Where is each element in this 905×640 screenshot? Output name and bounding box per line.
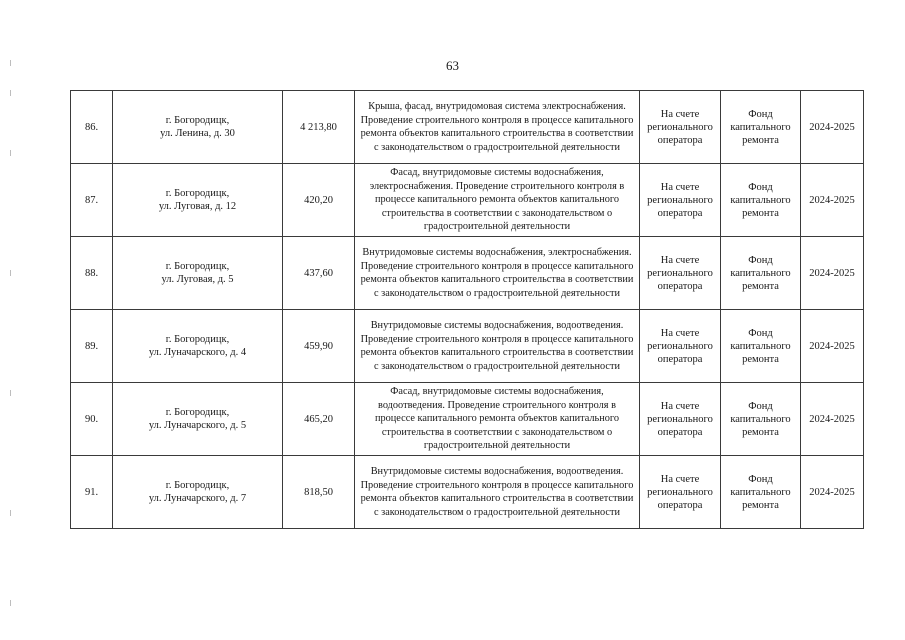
address-cell: [113, 237, 283, 310]
fund-cell: Фонд капитального ремонта: [721, 456, 801, 529]
account-cell: На счете регионального оператора: [640, 310, 721, 383]
cost-cell: 437,60: [283, 237, 355, 310]
row-number: 89.: [71, 310, 113, 383]
address-city: г. Богородицк,: [165, 480, 230, 491]
cost-cell: 420,20: [283, 164, 355, 237]
repair-projects-table: [70, 90, 864, 529]
address-street: ул. Ленина, д. 30: [160, 128, 235, 139]
address-city: г. Богородицк,: [165, 334, 230, 345]
address-city: г. Богородицк,: [165, 407, 230, 418]
table-row: [71, 456, 864, 529]
table-row: [71, 310, 864, 383]
row-number: 90.: [71, 383, 113, 456]
fund-cell: Фонд капитального ремонта: [721, 310, 801, 383]
work-description-cell: Внутридомовые системы водоснабжения, водоотведения. Проведение строительного контроля в процессе капитального ремонта объектов капитального строительства в соответствии с законодательством о градостроительной деятельности: [355, 310, 640, 383]
period-cell: 2024-2025: [801, 383, 864, 456]
account-cell: На счете регионального оператора: [640, 456, 721, 529]
address-cell: [113, 310, 283, 383]
table-row: [71, 383, 864, 456]
account-cell: На счете регионального оператора: [640, 237, 721, 310]
period-cell: 2024-2025: [801, 237, 864, 310]
address-street: ул. Луговая, д. 5: [161, 274, 234, 285]
work-description-cell: Фасад, внутридомовые системы водоснабжения, электроснабжения. Проведение строительного контроля в процессе капитального ремонта объектов капитального строительства в соответствии с законодательством о градостроительной деятельности: [355, 164, 640, 237]
page-number: 63: [446, 58, 459, 73]
row-number: 88.: [71, 237, 113, 310]
address-street: ул. Луначарского, д. 7: [148, 493, 247, 504]
fund-cell: Фонд капитального ремонта: [721, 91, 801, 164]
address-city: г. Богородицк,: [165, 115, 230, 126]
address-street: ул. Луначарского, д. 4: [148, 347, 247, 358]
cost-cell: 818,50: [283, 456, 355, 529]
table-row: [71, 164, 864, 237]
period-cell: 2024-2025: [801, 91, 864, 164]
row-number: 87.: [71, 164, 113, 237]
address-cell: [113, 91, 283, 164]
row-number: 91.: [71, 456, 113, 529]
address-street: ул. Луговая, д. 12: [158, 201, 237, 212]
account-cell: На счете регионального оператора: [640, 91, 721, 164]
period-cell: 2024-2025: [801, 456, 864, 529]
period-cell: 2024-2025: [801, 164, 864, 237]
fund-cell: Фонд капитального ремонта: [721, 164, 801, 237]
cost-cell: 465,20: [283, 383, 355, 456]
address-city: г. Богородицк,: [165, 188, 230, 199]
address-cell: [113, 164, 283, 237]
address-cell: [113, 383, 283, 456]
work-description-cell: Фасад, внутридомовые системы водоснабжения, водоотведения. Проведение строительного контроля в процессе капитального ремонта объектов капитального строительства в соответствии с законодательством о градостроительной деятельности: [355, 383, 640, 456]
address-street: ул. Луначарского, д. 5: [148, 420, 247, 431]
work-description-cell: Крыша, фасад, внутридомовая система электроснабжения. Проведение строительного контроля в процессе капитального ремонта объектов капитального строительства в соответствии с законодательством о градостроительной деятельности: [355, 91, 640, 164]
work-description-cell: Внутридомовые системы водоснабжения, водоотведения. Проведение строительного контроля в процессе капитального ремонта объектов капитального строительства в соответствии с законодательством о градостроительной деятельности: [355, 456, 640, 529]
cost-cell: 459,90: [283, 310, 355, 383]
account-cell: На счете регионального оператора: [640, 383, 721, 456]
cost-cell: 4 213,80: [283, 91, 355, 164]
period-cell: 2024-2025: [801, 310, 864, 383]
address-cell: [113, 456, 283, 529]
table-row: [71, 91, 864, 164]
work-description-cell: Внутридомовые системы водоснабжения, электроснабжения. Проведение строительного контроля в процессе капитального ремонта объектов капитального строительства в соответствии с законодательством о градостроительной деятельности: [355, 237, 640, 310]
row-number: 86.: [71, 91, 113, 164]
address-city: г. Богородицк,: [165, 261, 230, 272]
account-cell: На счете регионального оператора: [640, 164, 721, 237]
table-row: [71, 237, 864, 310]
fund-cell: Фонд капитального ремонта: [721, 383, 801, 456]
fund-cell: Фонд капитального ремонта: [721, 237, 801, 310]
